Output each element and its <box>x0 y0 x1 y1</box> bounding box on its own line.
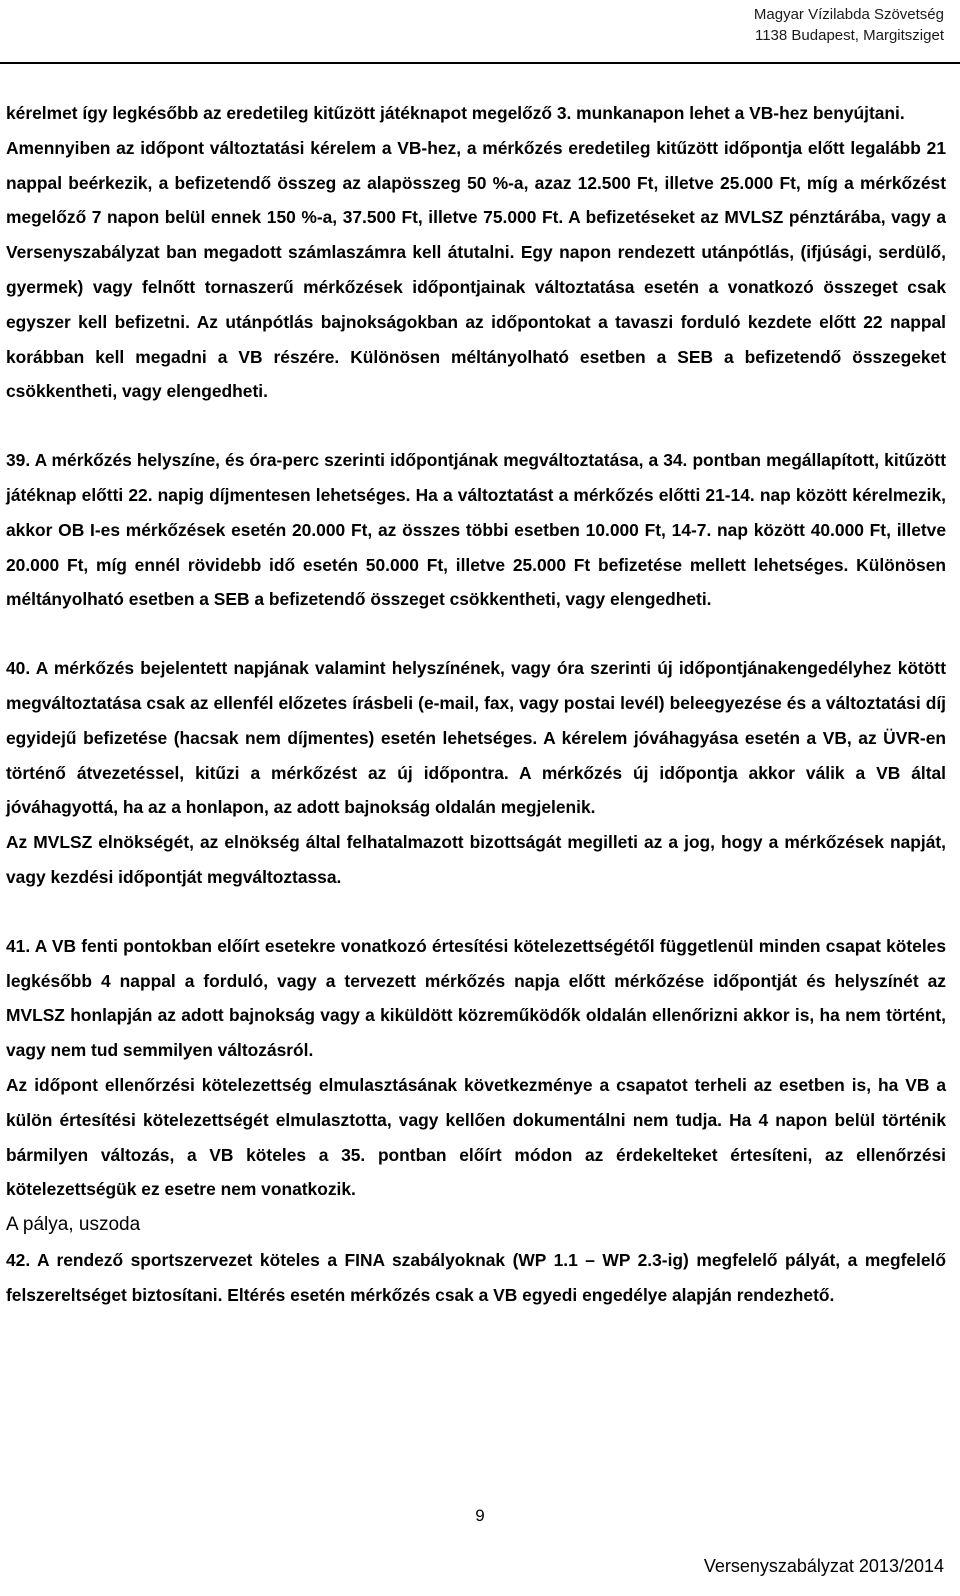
paragraph-38-fees: Amennyiben az időpont változtatási kérelem a VB-hez, a mérkőzés eredetileg kitűzött időpontja előtt legalább 21 nappal beérkezik, a befizetendő összeg az alapösszeg 50 %-a, azaz 12.500 Ft, illetve 25.000 Ft, míg a mérkőzést megelőző 7 napon belül ennek 150 %-a, 37.500 Ft, illetve 75.000 Ft. A befizetéseket az MVLSZ pénztárába, vagy a Versenyszabályzat ban megadott számlaszámra kell átutalni. Egy napon rendezett utánpótlás, (ifjúsági, serdülő, gyermek) vagy felnőtt tornaszerű mérkőzések időpontjainak változtatása esetén a vonatkozó összeget csak egyszer kell befizetni. Az utánpótlás bajnokságokban az időpontokat a tavaszi forduló kezdete előtt 22 nappal korábban kell megadni a VB részére. Különösen méltányolható esetben a SEB a befizetendő összegeket csökkentheti, vagy elengedheti. <box>6 137 946 402</box>
paragraph-gap <box>6 617 946 651</box>
paragraph-39: 39. A mérkőzés helyszíne, és óra-perc szerinti időpontjának megváltoztatása, a 34. pontban megállapított, kitűzött játéknap előtti 22. napig díjmentesen lehetséges. Ha a változtatást a mérkőzés előtti 21-14. nap között kérelmezik, akkor OB I-es mérkőzések esetén 20.000 Ft, az összes többi esetben 10.000 Ft, 14-7. nap között 40.000 Ft, illetve 20.000 Ft, míg ennél rövidebb idő esetén 50.000 Ft, illetve 25.000 Ft befizetése mellett lehetséges. Különösen méltányolható esetben a SEB a befizetendő összeget csökkentheti, vagy elengedheti. <box>6 450 946 610</box>
paragraph-41: 41. A VB fenti pontokban előírt esetekre vonatkozó értesítési kötelezettségétől függetlenül minden csapat köteles legkésőbb 4 nappal a forduló, vagy a tervezett mérkőzés napja előtt mérkőzése időpontját és helyszínét az MVLSZ honlapján az adott bajnokság vagy a kiküldött közreműködők oldalán ellenőrizni akkor is, ha nem történt, vagy nem tud semmilyen változásról. <box>6 935 946 1061</box>
page-number: 9 <box>475 1506 485 1525</box>
paragraph-40-elnokseg: Az MVLSZ elnökségét, az elnökség által felhatalmazott bizottságát megilleti az a jog, hogy a mérkőzések napját, vagy kezdési időpontját megváltoztassa. <box>6 832 946 887</box>
header-address: 1138 Budapest, Margitsziget <box>754 27 944 44</box>
footer-doc-title: Versenyszabályzat 2013/2014 <box>703 1556 944 1576</box>
header-org: Magyar Vízilabda Szövetség <box>753 6 944 23</box>
paragraph-38-continued: kérelmet így legkésőbb az eredetileg kitűzött játéknapot megelőző 3. munkanapon lehet a VB-hez benyújtani. <box>6 103 905 123</box>
section-heading: A pálya, uszoda <box>6 1214 141 1236</box>
paragraph-42: 42. A rendező sportszervezet köteles a FINA szabályoknak (WP 1.1 – WP 2.3-ig) megfelelő pályát, a megfelelő felszereltséget biztosítani. Eltérés esetén mérkőzés csak a VB egyedi engedélye alapján rendezhető. <box>6 1250 946 1305</box>
paragraph-41-consequence: Az időpont ellenőrzési kötelezettség elmulasztásának következménye a csapatot terheli az esetben is, ha VB a külön értesítési kötelezettségét elmulasztotta, vagy kellően dokumentálni nem tudja. Ha 4 napon belül történik bármilyen változás, a VB köteles a 35. pontban előírt módon az érdekelteket értesíteni, az ellenőrzési kötelezettségük ez esetre nem vonatkozik. <box>6 1074 946 1200</box>
page-header <box>754 4 944 46</box>
header-rule <box>0 62 960 64</box>
paragraph-gap <box>6 895 946 929</box>
document-body <box>6 96 946 1313</box>
paragraph-40: 40. A mérkőzés bejelentett napjának valamint helyszínének, vagy óra szerinti új időpontjánakengedélyhez kötött megváltoztatása csak az ellenfél előzetes írásbeli (e-mail, fax, vagy postai levél) beleegyezése és a változtatási díj egyidejű befizetése (hacsak nem díjmentes) esetén lehetséges. A kérelem jóváhagyása esetén a VB, az ÜVR-en történő átvezetéssel, kitűzi a mérkőzést az új időpontra. A mérkőzés új időpontja akkor válik a VB által jóváhagyottá, ha az a honlapon, az adott bajnokság oldalán megjelenik. <box>6 658 946 818</box>
paragraph-gap <box>6 409 946 443</box>
